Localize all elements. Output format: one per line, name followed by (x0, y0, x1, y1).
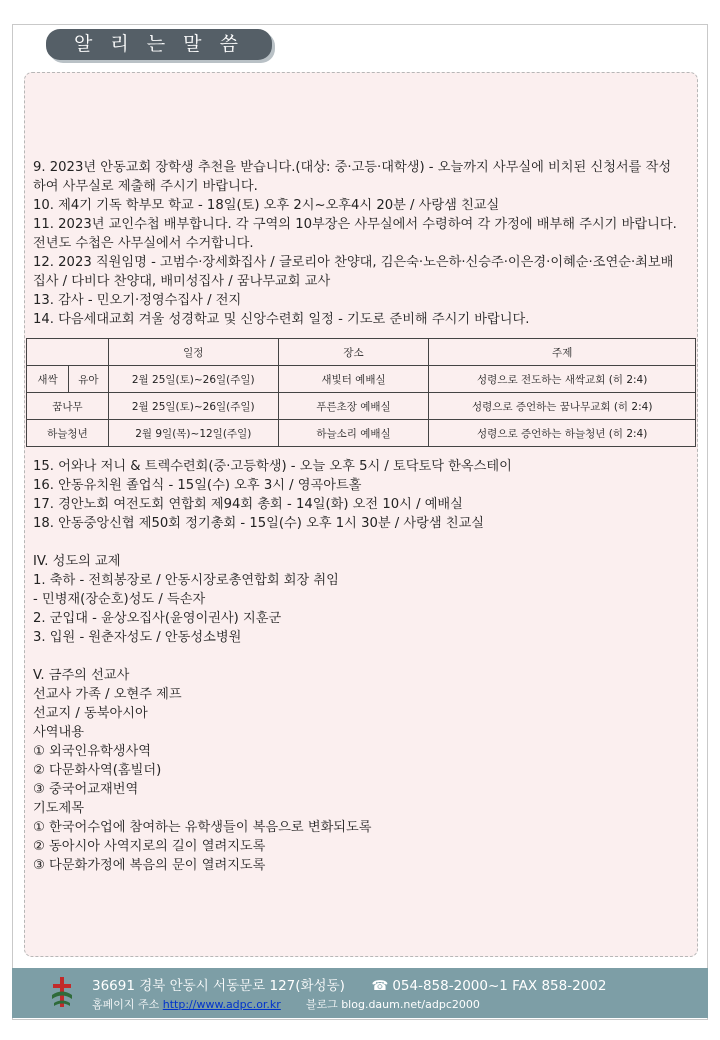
blog-address: 블로그 blog.daum.net/adpc2000 (305, 998, 480, 1011)
announcement-item: 14. 다음세대교회 겨울 성경학교 및 신앙수련회 일정 - 기도로 준비해 주시기 바랍니다. (33, 312, 530, 327)
announcement-item: 9. 2023년 안동교회 장학생 추천을 받습니다.(대상: 중·고등·대학생) - 오늘까지 사무실에 비치된 신청서를 작성하여 사무실로 제출해 주시기 바랍니다. (33, 160, 672, 194)
fellowship-item: 3. 입원 - 원춘자성도 / 안동성소병원 (33, 630, 242, 645)
table-cell-theme: 성령으로 증언하는 하늘청년 (히 2:4) (429, 420, 696, 447)
table-header-cell: 장소 (278, 339, 429, 366)
announcement-item: 11. 2023년 교인수첩 배부합니다. 각 구역의 10부장은 사무실에서 수령하여 각 가정에 배부해 주시기 바랍니다. 전년도 수첩은 사무실에서 수거합니다. (33, 217, 677, 251)
announcements-part2 (33, 457, 683, 875)
table-header-cell (27, 339, 109, 366)
missionary-item: ② 다문화사역(홈빌더) (33, 763, 162, 778)
fellowship-item: 2. 군입대 - 윤상오집사(윤영이권사) 지훈군 (33, 611, 282, 626)
table-row (27, 393, 696, 420)
phone-icon: ☎ (371, 978, 389, 994)
table-cell-place: 푸른초장 예배실 (278, 393, 429, 420)
announcement-item: 12. 2023 직원임명 - 고범수·장세화집사 / 글로리아 찬양대, 김은숙·노은하·신승주·이은경·이혜순·조연순·최보배집사 / 다비다 찬양대, 배미성집사 / 꿈나무교회 교사 (33, 255, 674, 289)
church-logo-icon (50, 975, 74, 1011)
spacer (33, 647, 683, 666)
footer-web (92, 996, 480, 1012)
announcement-item: 18. 안동중앙신협 제50회 정기총회 - 15일(수) 오후 1시 30분 / 사랑샘 친교실 (33, 516, 485, 531)
fellowship-item: 1. 축하 - 전희봉장로 / 안동시장로총연합회 회장 취임 (33, 573, 339, 588)
announcement-item: 15. 어와나 저니 & 트렉수련회(중·고등학생) - 오늘 오후 5시 / 토닥토닥 한옥스테이 (33, 459, 512, 474)
announcement-item: 13. 감사 - 민오기·정영수집사 / 전지 (33, 293, 242, 308)
table-cell-place: 하늘소리 예배실 (278, 420, 429, 447)
footer-contact (92, 974, 606, 994)
table-cell-date: 2월 9일(목)~12일(주일) (108, 420, 278, 447)
homepage-link[interactable]: http://www.adpc.or.kr (162, 998, 281, 1011)
announcement-item: 10. 제4기 기독 학부모 학교 - 18일(토) 오후 2시~오후4시 20분 / 사랑샘 친교실 (33, 198, 500, 213)
announcement-item: 16. 안동유치원 졸업식 - 15일(수) 오후 3시 / 영곡아트홀 (33, 478, 362, 493)
announcement-item: 17. 경안노회 여전도회 연합회 제94회 총회 - 14일(화) 오전 10시 / 예배실 (33, 497, 463, 512)
section-heading-missionary: V. 금주의 선교사 (33, 668, 130, 683)
fellowship-item: - 민병재(장순호)성도 / 득손자 (33, 592, 206, 607)
table-header-row (27, 339, 696, 366)
table-row (27, 420, 696, 447)
table-header-cell: 주제 (429, 339, 696, 366)
missionary-item: ② 동아시아 사역지로의 길이 열려지도록 (33, 839, 266, 854)
missionary-item: ③ 중국어교재번역 (33, 782, 139, 797)
table-cell-date: 2월 25일(토)~26일(주일) (108, 393, 278, 420)
table-cell-place: 새빛터 예배실 (278, 366, 429, 393)
footer-phone: 054-858-2000~1 FAX 858-2002 (392, 978, 607, 994)
table-row (27, 366, 696, 393)
homepage-label: 홈페이지 주소 (92, 998, 160, 1011)
footer-address: 36691 경북 안동시 서동문로 127(화성동) (92, 978, 345, 994)
missionary-item: ① 한국어수업에 참여하는 유학생들이 복음으로 변화되도록 (33, 820, 372, 835)
table-cell-dept: 하늘청년 (27, 420, 109, 447)
schedule-table (26, 338, 696, 447)
table-header-cell: 일정 (108, 339, 278, 366)
missionary-item: 사역내용 (33, 725, 84, 740)
table-cell-dept: 유아 (68, 366, 108, 393)
missionary-item: ③ 다문화가정에 복음의 문이 열려지도록 (33, 858, 266, 873)
missionary-item: ① 외국인유학생사역 (33, 744, 151, 759)
section-heading-fellowship: IV. 성도의 교제 (33, 554, 121, 569)
table-cell-theme: 성령으로 증언하는 꿈나무교회 (히 2:4) (429, 393, 696, 420)
table-cell-dept: 새싹 (27, 366, 69, 393)
spacer (33, 533, 683, 552)
page-title: 알 리 는 말 씀 (46, 29, 272, 60)
table-cell-theme: 성령으로 전도하는 새싹교회 (히 2:4) (429, 366, 696, 393)
missionary-item: 기도제목 (33, 801, 84, 816)
missionary-item: 선교지 / 동북아시아 (33, 706, 148, 721)
table-cell-date: 2월 25일(토)~26일(주일) (108, 366, 278, 393)
table-cell-dept: 꿈나무 (27, 393, 109, 420)
missionary-item: 선교사 가족 / 오현주 제프 (33, 687, 182, 702)
announcements-part1 (33, 158, 683, 329)
